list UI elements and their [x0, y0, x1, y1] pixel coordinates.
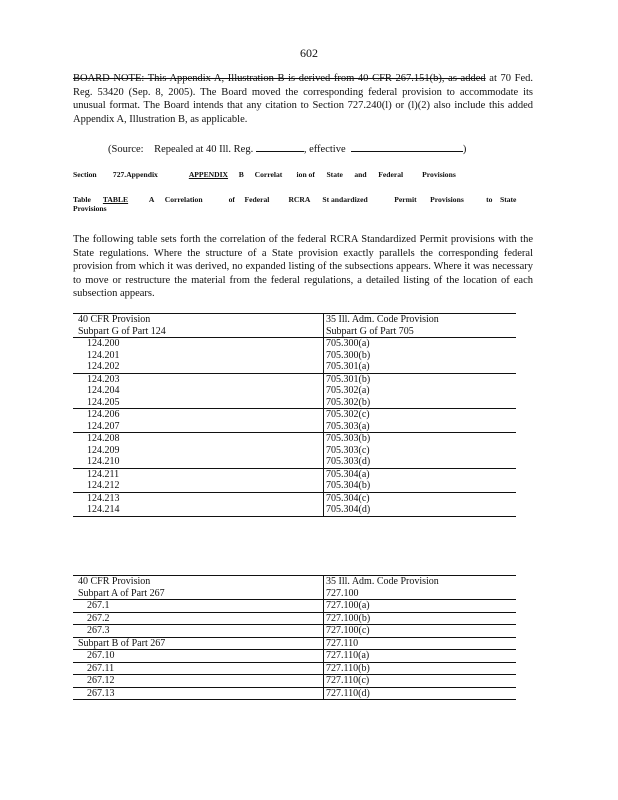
heading-word: Permit [394, 195, 417, 204]
heading-word: Section [73, 170, 97, 179]
heading-word: RCRA [288, 195, 311, 204]
state-provision-cell: 727.110(d) [324, 687, 517, 700]
state-provision-cell: 727.110(a) [324, 650, 517, 663]
federal-provision-cell: 267.1 [73, 600, 324, 613]
page-number: 602 [300, 46, 318, 60]
correlation-table-part-267 [73, 575, 516, 700]
table-row [73, 480, 516, 492]
federal-provision-cell: 124.205 [73, 397, 324, 409]
federal-provision-cell: 124.203 [73, 373, 324, 385]
source-open: (Source: [108, 144, 144, 155]
state-provision-cell: 727.100(b) [324, 612, 517, 625]
table-row [73, 492, 516, 504]
table-row [73, 625, 516, 638]
table-row [73, 409, 516, 421]
heading-word: and [354, 170, 367, 179]
heading-word: Federal [244, 195, 270, 204]
state-provision-cell: 705.303(b) [326, 433, 371, 444]
table-row [73, 675, 516, 688]
state-provision-cell: 705.302(b) [324, 397, 517, 409]
federal-provision-cell: 124.212 [73, 480, 324, 492]
register-blank [256, 141, 304, 152]
federal-provision-cell: 267.3 [73, 625, 324, 638]
federal-provision-cell: 124.211 [73, 468, 324, 480]
heading-word: to [486, 195, 493, 204]
board-note [73, 72, 533, 126]
subpart-label-state: 727.110 [324, 637, 517, 650]
table-row [73, 397, 516, 409]
heading-word: TABLE [102, 195, 129, 204]
source-repealed: Repealed at 40 Ill. Reg. [154, 144, 254, 155]
state-provision-cell: 705.304(c) [326, 492, 370, 504]
table-heading [73, 195, 533, 213]
source-note [108, 141, 466, 155]
heading-word: APPENDIX [188, 170, 229, 179]
table-row [73, 385, 516, 397]
state-provision-cell: 705.301(a) [324, 361, 517, 373]
table-row [73, 350, 516, 362]
heading-word: Table [73, 195, 91, 204]
board-note-text: at 70 Fed. Reg. 53420 (Sep. 8, 2005). The Board moved the corresponding federal provision to accommodate its unusual format. The Board intends that any citation to Section 727.240(l) or (l)(2) also include this added Appendix A, Illustration B, as applicable. [73, 73, 534, 125]
subpart-label-federal: Subpart A of Part 267 [73, 588, 324, 600]
federal-provision-cell: 124.200 [73, 338, 324, 350]
federal-provision-cell: 267.13 [73, 687, 324, 700]
column-header-state: 35 Ill. Adm. Code Provision [324, 314, 517, 326]
correlation-table-part-124 [73, 313, 516, 517]
table-row [73, 433, 516, 445]
column-header-state: 35 Ill. Adm. Code Provision [324, 576, 517, 588]
federal-provision-cell: 124.207 [73, 421, 324, 433]
state-provision-cell: 705.301(b) [326, 373, 371, 385]
subpart-label-state: Subpart G of Part 705 [324, 326, 517, 338]
federal-provision-cell: 124.209 [73, 445, 324, 457]
federal-provision-cell: 267.11 [73, 662, 324, 675]
source-effective: , effective [303, 144, 346, 155]
source-close: ) [462, 144, 467, 155]
state-provision-cell: 705.304(a) [326, 468, 370, 480]
heading-word: of [228, 195, 235, 204]
state-provision-cell: 727.100(a) [324, 600, 517, 613]
federal-provision-cell: 267.12 [73, 675, 324, 688]
federal-provision-cell: 124.201 [73, 350, 324, 362]
state-provision-cell: 705.300(a) [326, 338, 370, 349]
state-provision-cell: 705.304(b) [324, 480, 517, 492]
heading-word: ion of [296, 170, 315, 179]
table-row [73, 338, 516, 350]
state-provision-cell: 705.302(a) [326, 385, 370, 396]
federal-provision-cell: 124.206 [73, 409, 324, 421]
heading-word: Federal [378, 170, 404, 179]
effective-date-blank [351, 141, 463, 152]
heading-word: 727.Appendix [112, 170, 158, 179]
table-row [73, 456, 516, 468]
table-row [73, 504, 516, 516]
subpart-label-state: 727.100 [324, 588, 517, 600]
federal-provision-cell: 124.208 [73, 433, 324, 445]
table-row [73, 373, 516, 385]
federal-provision-cell: 124.204 [73, 385, 324, 397]
subpart-label-federal: Subpart G of Part 124 [73, 326, 324, 338]
heading-word: B [238, 170, 244, 179]
state-provision-cell: 705.303(a) [324, 421, 517, 433]
intro-paragraph: The following table sets forth the correlation of the federal RCRA Standardized Permit provisions with the State regulations. Where the structure of a State provision exactly parallels the corresponding federal provision from which it was derived, no expanded listing of the subsections appears. Where it was necessary to move or restructure the material from the federal regulations, a detailed listing of the location of each subsection appears. [73, 234, 533, 299]
heading-word: State [326, 170, 343, 179]
column-header-federal: 40 CFR Provision [73, 314, 324, 326]
heading-word: Provisions [430, 195, 464, 204]
section-heading [73, 170, 533, 179]
heading-word: Provisions [73, 204, 107, 213]
federal-provision-cell: 124.202 [73, 361, 324, 373]
state-provision-cell: 705.300(b) [326, 349, 371, 361]
state-provision-cell: 705.303(d) [324, 456, 517, 468]
federal-provision-cell: 124.210 [73, 456, 324, 468]
state-provision-cell: 705.303(c) [326, 444, 370, 456]
table-row [73, 361, 516, 373]
state-provision-cell: 705.302(c) [326, 409, 370, 420]
federal-provision-cell: 124.213 [73, 492, 324, 504]
state-provision-cell: 705.304(d) [324, 504, 517, 516]
heading-word: A [148, 195, 155, 204]
table-row [73, 650, 516, 663]
table-row [73, 612, 516, 625]
state-provision-cell: 727.110(c) [324, 675, 517, 688]
table-row [73, 687, 516, 700]
column-header-federal: 40 CFR Provision [73, 576, 324, 588]
board-note-struck-text: BOARD NOTE: This Appendix A, Illustration B is derived from 40 CFR 267.151(b), as added [73, 73, 486, 84]
table-row [73, 445, 516, 457]
heading-word: Correlation [164, 195, 203, 204]
table-row [73, 468, 516, 480]
heading-word: St andardized [322, 195, 368, 204]
heading-word: Provisions [422, 170, 456, 179]
table-row [73, 662, 516, 675]
table-row [73, 421, 516, 433]
table-row [73, 600, 516, 613]
state-provision-cell: 727.100(c) [324, 625, 517, 638]
federal-provision-cell: 124.214 [73, 504, 324, 516]
subpart-label-federal: Subpart B of Part 267 [73, 637, 324, 650]
federal-provision-cell: 267.10 [73, 650, 324, 663]
heading-word: Correlat [254, 170, 283, 179]
heading-word: State [499, 195, 517, 204]
state-provision-cell: 727.110(b) [324, 662, 517, 675]
federal-provision-cell: 267.2 [73, 612, 324, 625]
